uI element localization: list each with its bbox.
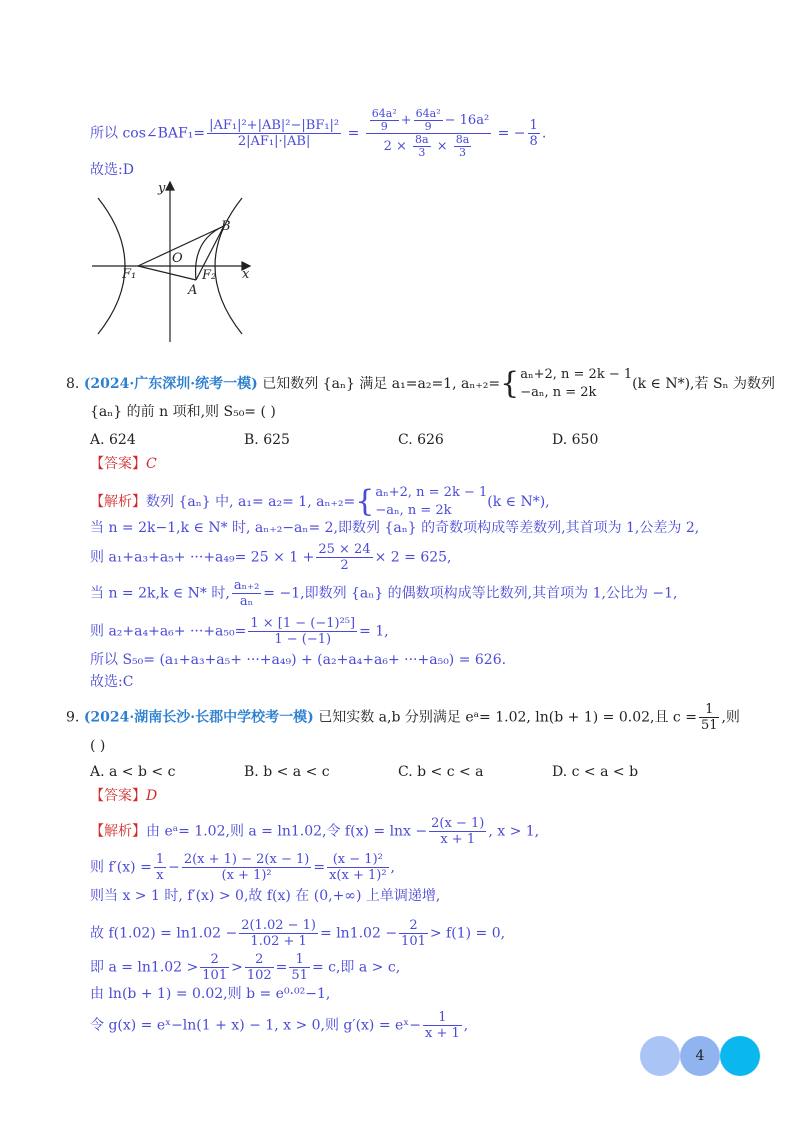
frac-den: 9: [380, 120, 388, 133]
q8-source: (2024·广东深圳·统考一模): [83, 376, 258, 392]
q8-cases: [520, 366, 632, 402]
q9-s2-frac1: [154, 852, 166, 883]
minus-16a2: − 16a²: [444, 113, 490, 128]
frac-den: 51: [700, 718, 718, 733]
q8-sol-line6: 所以 S₅₀= (a₁+a₃+a₅+ ···+a₄₉) + (a₂+a₄+a₆+ ···+a₅₀) = 626.: [90, 652, 507, 668]
q9-sol-line3: 则当 x > 1 时, f′(x) > 0,故 f(x) 在 (0,+∞) 上单调递增,: [90, 888, 441, 904]
frac-den: 3: [459, 146, 467, 159]
frac-num: 1: [289, 952, 310, 968]
solution-label: 【解析】: [90, 494, 146, 510]
q9-s4-text: 故 f(1.02) = ln1.02 −: [90, 925, 238, 942]
frac-num: 1: [699, 702, 720, 718]
q9-source: (2024·湖南长沙·长郡中学校考一模): [83, 709, 314, 726]
q9-s4-mid: = ln1.02 −: [320, 925, 398, 942]
q8-text-1: 已知数列 {aₙ} 满足 a₁=a₂=1, aₙ₊₂=: [262, 376, 501, 392]
period: .: [541, 125, 547, 142]
frac-num: 2(x − 1): [431, 816, 485, 831]
q9-s1-text: 由 eᵃ= 1.02,则 a = ln1.02,令 f(x) = lnx −: [146, 823, 428, 840]
q9-s7-text: 令 g(x) = eˣ−ln(1 + x) − 1, x > 0,则 g′(x) = eˣ−: [90, 1017, 421, 1034]
frac-den: x: [156, 868, 164, 883]
answer-value: C: [146, 456, 157, 472]
q9-s4-frac1: [239, 918, 318, 949]
answer-value: D: [146, 788, 158, 804]
frac-den: 3: [418, 146, 426, 159]
q8-sol-line1: [90, 484, 550, 520]
q8-text-2: (k ∈ N*),若 Sₙ 为数列: [632, 376, 776, 392]
cos-prefix: 所以 cos∠BAF₁=: [90, 125, 206, 142]
q9-s5-frac1: [200, 952, 229, 983]
comma: ,: [390, 859, 395, 876]
circle-right: [720, 1036, 760, 1076]
cos-fraction-2: [366, 108, 491, 159]
q8-s1-cases: [375, 484, 487, 520]
label-x: x: [242, 267, 250, 282]
den-2: 2 ×: [383, 139, 412, 154]
q8-sol-line5: [90, 616, 389, 647]
comma: ,: [463, 1017, 469, 1034]
q9-sol-line1: [90, 816, 539, 847]
q9-option-a: A. a < b < c: [90, 764, 176, 780]
q9-number: 9.: [66, 709, 80, 726]
frac-den: 101: [202, 968, 228, 983]
frac-8a-3-a: [413, 134, 431, 159]
q8-option-c: C. 626: [398, 432, 444, 448]
q8-s3-tail: × 2 = 625,: [374, 549, 452, 566]
greater: >: [231, 959, 243, 976]
q9-text-1b: ,则: [721, 709, 740, 726]
q8-s1-text: 数列 {aₙ} 中, a₁= a₂= 1, aₙ₊₂=: [146, 494, 356, 510]
result-eq: = −: [497, 125, 526, 142]
frac-num: 1: [423, 1010, 462, 1026]
frac-den: x(x + 1)²: [329, 868, 387, 883]
equals: =: [313, 859, 326, 876]
cos-fraction-1: [207, 118, 341, 149]
q8-s1-brace: {: [355, 484, 375, 519]
q9-sol-line7: [90, 1010, 468, 1041]
q9-s4-frac2: [399, 918, 428, 949]
frac-den: x + 1: [440, 832, 476, 847]
q9-s2-text: 则 f′(x) =: [90, 859, 152, 876]
cos-formula-line: [90, 108, 546, 159]
label-f2: F₂: [202, 268, 217, 283]
q9-stem-line2: ( ): [90, 738, 106, 754]
q8-s3-fraction: [316, 542, 372, 573]
label-a: A: [188, 283, 198, 298]
case-2: −aₙ, n = 2k: [520, 385, 597, 400]
frac-den: 9: [424, 120, 432, 133]
q8-s1-tail: (k ∈ N*),: [487, 494, 550, 510]
frac-num: 1: [155, 852, 165, 867]
frac-num: 1 × [1 − (−1)²⁵]: [250, 616, 356, 631]
q9-sol-line4: [90, 918, 505, 949]
circle-left: [640, 1036, 680, 1076]
plus: +: [400, 113, 412, 128]
q9-s1-fraction: [429, 816, 486, 847]
frac-num: 2(1.02 − 1): [241, 918, 317, 933]
frac-den: 8: [529, 134, 538, 149]
q8-sol-line7: 故选:C: [90, 674, 134, 690]
q9-stem-line1: [66, 702, 740, 733]
frac-num: 64a²: [371, 107, 397, 120]
frac-8a-3-b: [454, 134, 472, 159]
q8-s5-tail: = 1,: [359, 623, 389, 640]
case-1: aₙ+2, n = 2k − 1: [375, 485, 488, 500]
frac-num: 2: [245, 952, 274, 968]
q9-option-b: B. b < a < c: [244, 764, 330, 780]
frac-num: 2: [200, 952, 229, 968]
q9-s5-text: 即 a = ln1.02 >: [90, 959, 199, 976]
q9-s4-tail: > f(1) = 0,: [429, 925, 506, 942]
solution-label: 【解析】: [90, 823, 146, 840]
q8-s4-tail: = −1,即数列 {aₙ} 的偶数项构成等比数列,其首项为 1,公比为 −1,: [263, 585, 678, 602]
frac-den: 101: [401, 934, 426, 949]
q9-text-1: 已知实数 a,b 分别满足 eᵃ= 1.02, ln(b + 1) = 0.02,且 c =: [318, 709, 697, 726]
q8-s4-fraction: [232, 578, 261, 609]
q8-option-a: A. 624: [90, 432, 136, 448]
frac-num: aₙ₊₂: [233, 578, 260, 593]
q8-s5-fraction: [248, 616, 357, 647]
equals: =: [275, 959, 288, 976]
case-1: aₙ+2, n = 2k − 1: [520, 367, 633, 382]
q8-sol-line2: 当 n = 2k−1,k ∈ N* 时, aₙ₊₂−aₙ= 2,即数列 {aₙ} 的奇数项构成等差数列,其首项为 1,公差为 2,: [90, 520, 700, 536]
equals: =: [347, 125, 360, 142]
frac-num: 64a²: [415, 107, 441, 120]
label-f1: F₁: [122, 267, 137, 282]
q9-s7-fraction: [423, 1010, 462, 1041]
frac-den: 1 − (−1): [274, 632, 332, 647]
case-2: −aₙ, n = 2k: [375, 503, 452, 518]
q8-s5-text: 则 a₂+a₄+a₆+ ···+a₅₀=: [90, 623, 247, 640]
frac-den: 2|AF₁|·|AB|: [237, 134, 311, 149]
frac-num: |AF₁|²+|AB|²−|BF₁|²: [209, 118, 340, 133]
frac-num: 1: [529, 118, 538, 133]
q9-answer: [90, 786, 157, 806]
q8-option-b: B. 625: [244, 432, 290, 448]
frac-den: 1.02 + 1: [250, 934, 307, 949]
q8-sol-line3: [90, 542, 451, 573]
page-number: 4: [695, 1048, 705, 1064]
frac-64a2-9-a: [370, 108, 399, 133]
q8-stem-line1: [66, 366, 775, 402]
q9-s5-frac3: [289, 952, 310, 983]
frac-den: 51: [291, 968, 308, 983]
frac-den: 2: [340, 558, 349, 573]
minus: −: [168, 859, 180, 876]
frac-num: 2(x + 1) − 2(x − 1): [183, 852, 310, 867]
answer-label: 【答案】: [90, 788, 146, 804]
q8-brace: {: [500, 366, 520, 401]
q9-sol-line6: 由 ln(b + 1) = 0.02,则 b = e⁰·⁰²−1,: [90, 986, 331, 1002]
q9-s1-tail: , x > 1,: [488, 823, 540, 840]
q9-sol-line2: [90, 852, 395, 883]
q9-s5-frac2: [245, 952, 274, 983]
q9-c-fraction: [699, 702, 720, 733]
q8-answer: [90, 454, 157, 474]
q8-option-d: D. 650: [552, 432, 599, 448]
times: ×: [432, 139, 452, 154]
frac-den: aₙ: [239, 594, 254, 609]
hyperbola-graph: [88, 178, 258, 346]
label-y: y: [158, 181, 166, 196]
q8-sol-line4: [90, 578, 677, 609]
circle-middle: [680, 1036, 720, 1076]
frac-num: 25 × 24: [318, 542, 371, 557]
frac-den: x + 1: [424, 1026, 460, 1041]
answer-label: 【答案】: [90, 456, 146, 472]
q8-s3-text: 则 a₁+a₃+a₅+ ···+a₄₉= 25 × 1 +: [90, 549, 315, 566]
frac-64a2-9-b: [414, 108, 443, 133]
q8-s4-text: 当 n = 2k,k ∈ N* 时,: [90, 585, 230, 602]
frac-den: 102: [246, 968, 272, 983]
frac-num: 8a: [455, 133, 470, 146]
q9-s5-tail: = c,即 a > c,: [311, 959, 401, 976]
q8-number: 8.: [66, 376, 80, 392]
frac-num: 2: [399, 918, 428, 934]
result-fraction: [528, 118, 540, 149]
label-o: O: [172, 251, 183, 266]
choose-d: 故选:D: [90, 162, 134, 178]
page-number-badge: [640, 1036, 760, 1076]
frac-num: 8a: [415, 133, 429, 146]
q9-s2-frac2: [182, 852, 312, 883]
y-axis-arrow: [166, 182, 174, 190]
frac-num: (x − 1)²: [327, 852, 388, 868]
line-f1-a: [138, 266, 196, 280]
q9-sol-line5: [90, 952, 400, 983]
q9-option-c: C. b < c < a: [398, 764, 484, 780]
frac-den: (x + 1)²: [221, 868, 272, 883]
q9-option-d: D. c < a < b: [552, 764, 639, 780]
q8-stem-line2: {aₙ} 的前 n 项和,则 S₅₀= ( ): [90, 404, 276, 420]
label-b: B: [221, 219, 231, 234]
q9-s2-frac3: [327, 852, 388, 883]
